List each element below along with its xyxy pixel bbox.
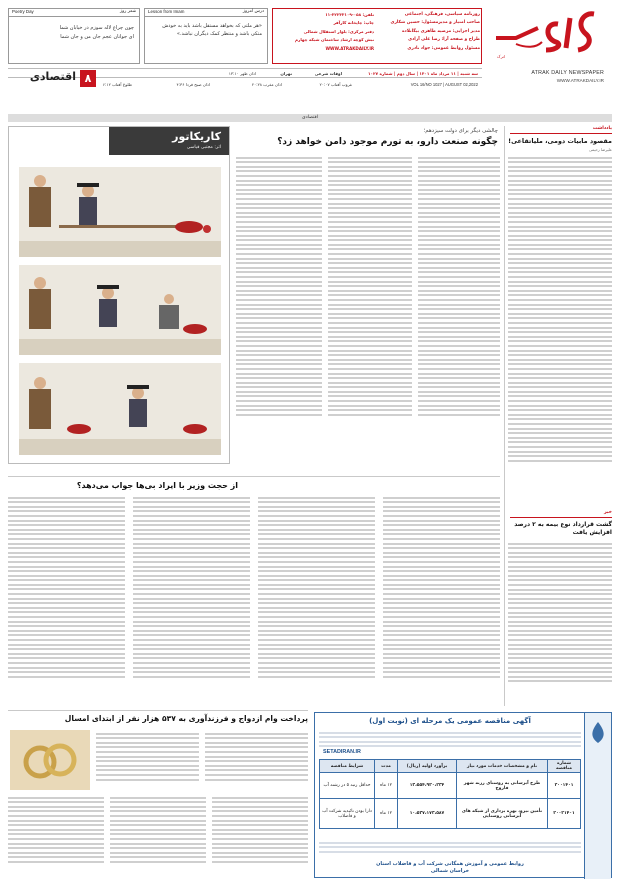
contact-lines	[276, 11, 374, 53]
info-line: طراح و صفحه آرا: رضا علی آزادی	[408, 37, 480, 43]
quote-header	[144, 8, 268, 17]
table-cell: طرح آبرسانی به روستای رزنه شهر فاروج	[457, 773, 548, 799]
page-number: ۸	[80, 70, 96, 87]
info-line: مسئول روابط عمومی: جواد نادری	[407, 45, 480, 51]
brand-logo	[486, 8, 604, 66]
note-label: یادداشت	[592, 126, 612, 131]
table-cell: ۱۲ ماه	[375, 773, 398, 799]
bottom-article-body	[8, 794, 308, 878]
azan-maghreb: اذان مغرب ۲۰:۲۸	[251, 82, 282, 87]
cartoon-frame	[19, 363, 221, 455]
org-logo	[584, 713, 611, 879]
table-cell: ۲۰۰۱۴۰۱	[548, 773, 581, 799]
issue-info: سه شنبه | ۱۱ مرداد ماه ۱۴۰۱ | سال دوم | شماره ۱۰۲۷	[368, 71, 478, 76]
prayer-label: اوقات شرعی	[314, 71, 342, 76]
bottom-article-title: پرداخت وام ازدواج و فرزندآوری به ۵۳۷ هزار نفر از ابتدای امسال	[64, 714, 308, 723]
table-header: برآورد اولیه (ریال)	[398, 760, 457, 773]
contact-line: دفتر مرکزی: بلوار استقلال شمالی	[303, 28, 374, 34]
cartoon-panel	[8, 126, 230, 464]
table-cell: حداقل رتبه ۵ در رشته آب	[320, 773, 375, 799]
table-header: مدت	[375, 760, 398, 773]
website-main[interactable]: WWW.ATRAKDAILY.IR	[556, 78, 604, 83]
contact-line: چاپ: چاپخانه کارآفر	[333, 20, 374, 26]
poetry-line: چون چراغ لاله سوزم در خیابان شما	[59, 25, 134, 31]
info-line: صاحب امتیاز و مدیرمسئول: حسین شکاری	[390, 20, 480, 26]
tender-footer: روابط عمومی و آموزش همگانی شرکت آب و فاضلاب استان خراسان شمالی	[376, 861, 524, 874]
tender-title: آگهی مناقصه عمومی یک مرحله ای (نوبت اول)	[369, 717, 531, 725]
table-row	[320, 799, 581, 829]
poetry-label-en: Poetry Day	[12, 9, 34, 14]
rings-image	[10, 730, 90, 790]
main-kicker: چالشی دیگر برای دولت سیزدهم؛	[423, 128, 498, 134]
column-divider	[504, 126, 505, 706]
azan-sobh: اذان صبح فردا ۴:۳۶	[176, 82, 210, 87]
article-column	[258, 494, 375, 706]
poetry-lines	[14, 24, 134, 42]
poetry-line: ای جوانان عجم جان من و جان شما	[60, 34, 134, 40]
brief-title: گشت قرارداد نوع بیمه به ۲ درصد افزایش یافت	[514, 521, 612, 536]
sunset: غروب آفتاب ۲۰:۰۷	[319, 82, 352, 87]
article-column	[205, 730, 308, 790]
table-row	[320, 773, 581, 799]
quote-label: درس امروز	[242, 9, 264, 14]
tender-website[interactable]: SETADIRAN.IR	[323, 749, 361, 755]
section-strip	[8, 114, 612, 122]
brief-label: خبر	[603, 510, 612, 515]
second-article-rule	[8, 476, 500, 477]
masthead	[0, 0, 620, 104]
bottom-article-body-top	[96, 730, 308, 790]
second-article-body	[8, 494, 500, 706]
article-column	[212, 794, 308, 878]
cartoon-title: کاریکاتور	[172, 130, 221, 143]
article-column	[96, 730, 199, 790]
cartoon-title-bar	[109, 127, 229, 155]
cartoon-frame	[19, 167, 221, 257]
english-name: ATRAK DAILY NEWSPAPER	[531, 70, 604, 76]
main-article-col-2	[328, 154, 412, 472]
contact-line: تلفن: ۰۵۸-۳۲۲۴۳۱۰۹-۱۱	[325, 12, 374, 17]
info-line: مدیر اجرایی: مرضیه طاهری بیگانلاده	[401, 28, 480, 34]
table-cell: ۲۰۰۲۱۴۰۱	[548, 799, 581, 829]
bottom-article-rule	[8, 710, 308, 711]
section-title: اقتصادی	[29, 70, 76, 83]
poetry-header	[8, 8, 140, 17]
table-cell: دارا بودن تائیدیه شرکت آب و فاضلاب	[320, 799, 375, 829]
note-body	[508, 154, 612, 506]
article-column	[383, 494, 500, 706]
note-byline: علیرضا رحیمی	[588, 147, 612, 152]
second-article-title: از حجت وزیر با ایراد بی‌ها جواب می‌دهد؟	[76, 481, 238, 490]
table-header: نام و مشخصات خدمات مورد نیاز	[457, 760, 548, 773]
contact-line: WWW.ATRAKDAILY.IR	[325, 45, 374, 51]
info-lines	[376, 11, 480, 53]
cartoon-author: اثر: مجتبی قیاسی	[186, 145, 221, 150]
note-label-box	[510, 126, 612, 134]
article-column	[110, 794, 206, 878]
azan-zohr: اذان ظهر ۱۳:۱۰	[228, 71, 256, 76]
table-cell: ۱۰،۵۳۷،۱۷۳،۵۸۷	[398, 799, 457, 829]
poetry-label: شعر روز	[120, 9, 136, 14]
tender-ad	[314, 712, 612, 878]
main-article-col-1	[418, 154, 500, 472]
table-header: شماره مناقصه	[548, 760, 581, 773]
sunrise: طلوع آفتاب ۶:۱۲	[102, 82, 132, 87]
table-cell: ۱۲ ماه	[375, 799, 398, 829]
main-title: چگونه صنعت دارو، به تورم موجود دامن خواهد زد؟	[277, 137, 498, 147]
city-label: تهران	[280, 71, 292, 76]
info-line: روزنامه سیاسی، فرهنگی، اجتماعی	[404, 12, 480, 17]
vol-info: VOL 16/NO 1027 | AUGUST 02,2022	[410, 82, 478, 87]
brief-body	[508, 540, 612, 705]
section-badge	[8, 68, 96, 90]
cartoon-frame	[19, 265, 221, 355]
brief-label-box	[510, 510, 612, 518]
article-column	[133, 494, 250, 706]
brand-tagline: اترک	[496, 54, 505, 59]
article-column	[8, 794, 104, 878]
contact-line: نبش کوچه ارشاد ساختمان شبکه چهارم	[295, 37, 374, 43]
main-article-col-3	[236, 154, 322, 472]
table-cell: تأمین نیرو، بهره برداری از شبکه های آبرسانی روستایی	[457, 799, 548, 829]
article-column	[8, 494, 125, 706]
section-strip-label: اقتصادی	[302, 115, 318, 120]
quote-text: «هر ملتی که بخواهد مستقل باشد باید به خودش متکی باشد و منتظر کمک دیگران نباشد.»	[162, 23, 262, 37]
tender-notes	[319, 839, 581, 857]
table-header: شرایط مناقصه	[320, 760, 375, 773]
note-title: مقصود مابیات دومی، ملیاتقاعی!	[508, 137, 612, 145]
table-cell: ۱۳،۵۵۴،۹۲۰،۲۳۴	[398, 773, 457, 799]
tender-table	[319, 759, 581, 829]
quote-label-en: Lesson from Imam	[148, 9, 185, 14]
